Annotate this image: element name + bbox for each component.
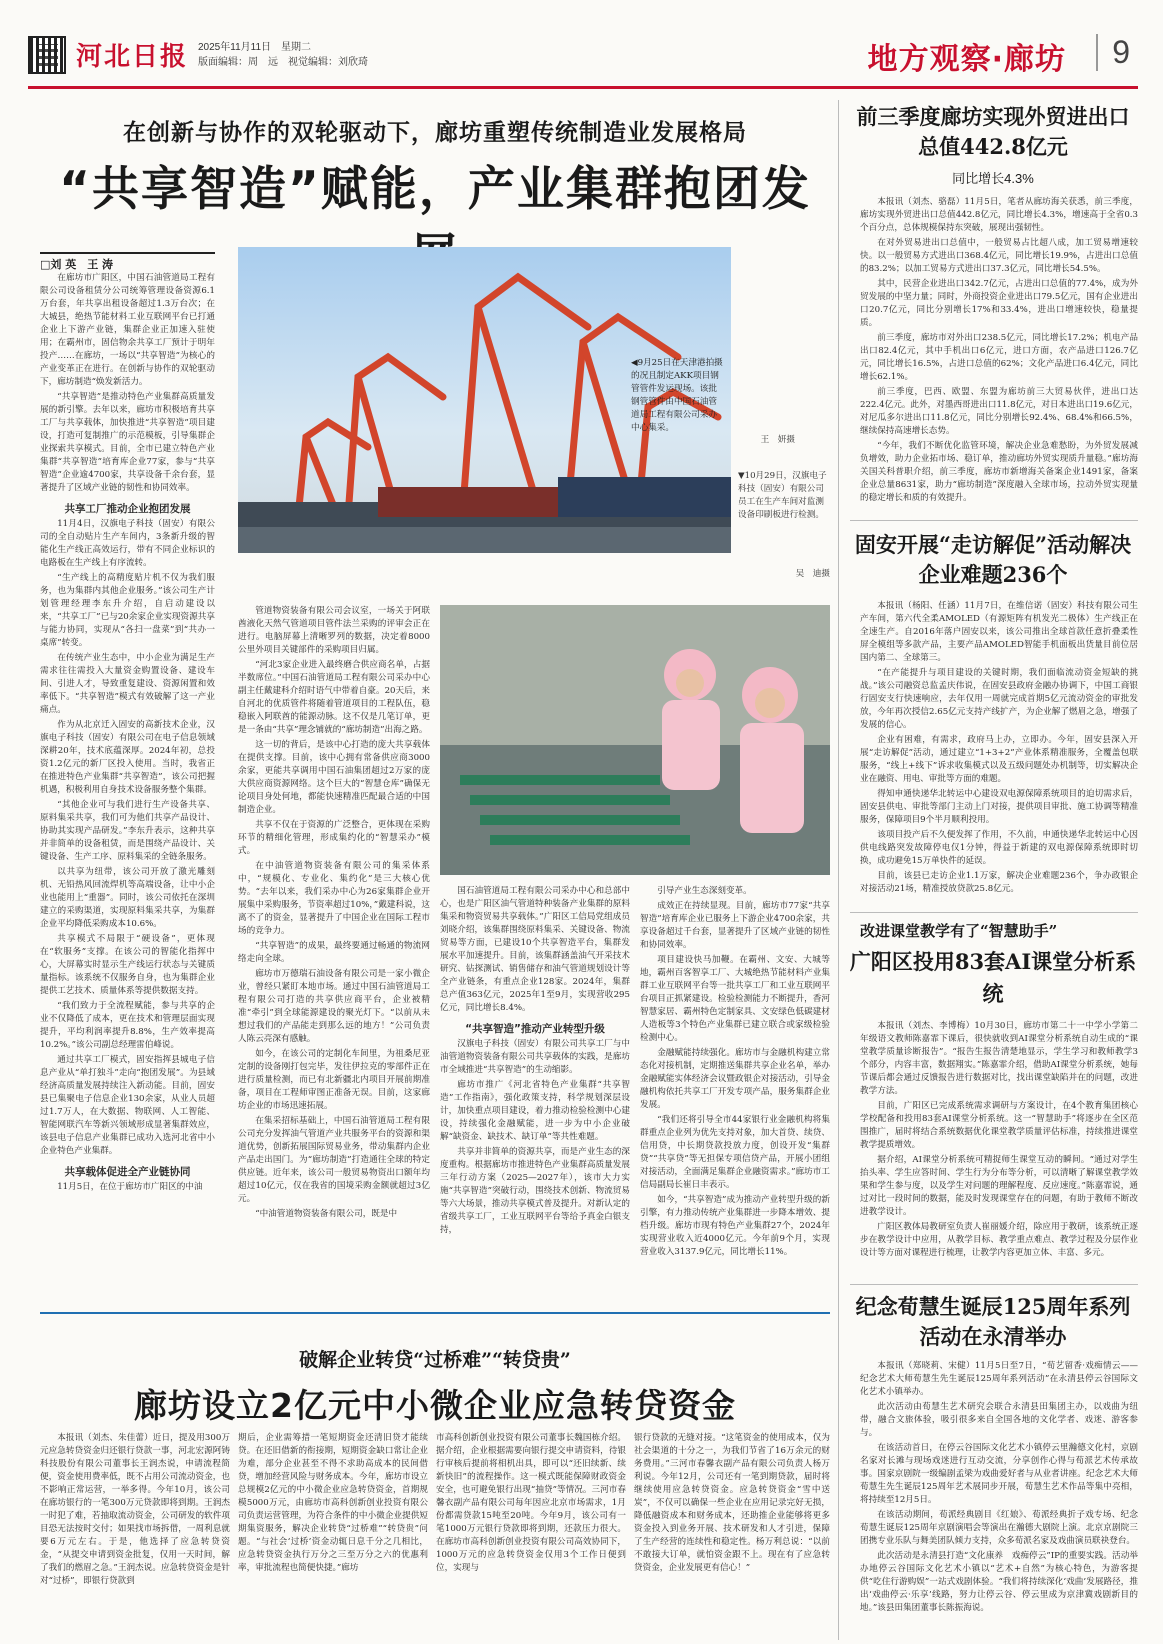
side-story-3-kicker: 改进课堂教学有了“智慧助手” [860, 922, 1058, 940]
paragraph: 前三季度，廊坊市对外出口238.5亿元，同比增长17.2%；机电产品出口82.4亿元，其中手机出口6亿元，进口方面，农产品进口126.7亿元，同比增长16.5%，占进口总值的62%；文化产品进口6.4亿元，同比增长62.1%。 [860, 333, 1138, 382]
paragraph: 此次活动由荀慧生艺术研究会联合永清县田集团主办，以戏曲为纽带，融合文旅体验，吸引很多来自全国各地的文化学者、戏迷、游客参与。 [860, 1402, 1138, 1438]
port-cranes-photo [238, 247, 731, 553]
paragraph: 廊坊市万德瑞石油设备有限公司是一家小微企业，曾经只紧盯本地市场。通过中国石油管道局工程有限公司打造的共享供应商平台，企业被精准“牵引”到全球能源建设的聚光灯下。“以前从未想过我们的产品能走到那么远的地方！”公司负责人陈云亮深有感触。 [238, 969, 430, 1044]
qr-code-icon[interactable] [28, 36, 66, 74]
paragraph: 成效正在持续显现。目前，廊坊市77家“共享智造”培育库企业已服务上下游企业4700余家，共享设备超过千台套，显著提升了区域产业链的韧性和协同效率。 [640, 901, 830, 950]
side-divider [850, 912, 1138, 913]
paragraph: 管道物资装备有限公司会议室，一场关于阿联酋液化天然气管道项目管件法兰采购的评审会正在进行。电脑屏幕上清晰罗列的数据，决定着8000公里外项目关键部件的采购项目归属。 [238, 606, 430, 655]
paragraph: 该项目投产后不久便发挥了作用，不久前，申通快递华北转运中心因供电线路突发故障停电仅1分钟，得益于新建的双电源保障系统即时切换，成功避免15万单快件的延误。 [860, 830, 1138, 866]
paragraph: 在廊坊市广阳区，中国石油管道局工程有限公司设备租赁分公司统筹管理设备资源6.1万台套，年共享出租设备超过1.3万台次；在大城县，绝热节能材料工业互联网平台已打通企业上下游产业链，集群企业正加速入驻使用；在霸州市，固信物余共享工厂预计于明年投产……在廊坊，一场以“共享智造”为核心的产业变革正在进行。在创新与协作的双轮驱动下，廊坊制造“焕发新活力。 [40, 273, 215, 387]
side-divider [850, 520, 1138, 521]
paragraph: 项目建设快马加鞭。在霸州、文安、大城等地，霸州百客智享工厂、大城绝热节能材料产业集群工业互联网平台等一批共享工厂和工业互联网平台项目正抓紧建设。检验检测能力不断提升，香河智慧家居、霸州特色定制家具、文安绿色低碳建材人造板等3个特色产业集群已建立联合或家级检验检测中心。 [640, 955, 830, 1043]
paragraph: 本报讯（刘杰、李博梅）10月30日，廊坊市第二十一中学小学第二年级语文教师陈嘉霏下课后，很快就收到AI课堂分析系统自动生成的“课堂教学质量诊断报告”。“报告生报告清楚地显示，学生学习和教师教学3个部分，内容丰富，数据翔实。”陈嘉霏介绍，借助AI课堂分析系统，她每节课后都会通过反馈报告进行数据对比，找出课堂缺陷并在的问题，改进教学方法。 [860, 1021, 1138, 1096]
paragraph: “我们致力于全流程赋能，参与共享的企业不仅降低了成本，更在技术和管理层面实现提升，平均利润率提升8.8%，生产效率提高10.2%。”该公司副总经理雷伯峰说。 [40, 1001, 215, 1050]
paragraph: “河北3家企业进入最终磨合供应商名单，占据半数席位。”中国石油管道局工程有限公司采办中心副主任戴建科介绍时语气中带着自豪。20天后，来自河北的优质管件将随着管道项目的工程队伍，稳稳嵌入阿联酋的能源动脉。这不仅是几笔订单，更是一条由“共享”理念铺就的“廊坊制造”出海之路。 [238, 660, 430, 735]
masthead-rule [28, 86, 1138, 89]
paragraph: 以共享为纽带，该公司开放了激光雕刻机、无铅热风回流焊机等高端设备，让中小企业也能用上“重器”。同时，该公司依托在深圳建立的采购渠道，实现原料集采共享，为集群企业平均降低采购成本10.6%。 [40, 867, 215, 929]
paragraph: 目前，广阳区已完成系统需求调研与方案设计，在4个教育集团核心学校配备和投用83套AI课堂分析系统。这一“智慧助手”将逐步在全区范围推广，届时将结合系统数据优化课堂教学质量评估标准，持续推进课堂教学提质增效。 [860, 1101, 1138, 1150]
paragraph: 在中油管道物资装备有限公司的集采体系中，“规模化、专业化、集约化”是三大核心优势。“去年以来，我们采办中心为26家集群企业开展集中采购服务，节资率超过10%，”戴建科说，这离不了的资金，显著提升了中国企业在国际工程市场的竞争力。 [238, 861, 430, 936]
paragraph: 其中，民营企业进出口342.7亿元，占进出口总值的77.4%，成为外贸发展的中坚力量；同时，外商投资企业进出口79.5亿元，国有企业进出口20.7亿元，同比分别增长17%和33.4%，进出口增速较快，稳量提质。 [860, 279, 1138, 328]
editor-credits: 版面编辑：周 远 视觉编辑：刘欣琦 [198, 57, 368, 68]
side-story-4-body [860, 1360, 1138, 1638]
lead-headline: “共享智造”赋能，产业集群抱团发 [59, 162, 811, 217]
paragraph: 此次活动是永清县打造“文化康养 戏痴停云”IP的重要实践。活动举办地停云谷国际文化艺术小镇以“艺术+自然”为核心特色，为游客提供“吃住行游购娱”一站式戏剧体验。“我们将持续深化‘戏曲’发展路径，推出‘戏曲停云·乐享’线路，努力让停云谷、停云里成为京津冀戏剧新目的地。”该县田集团董事长陈振海说。 [860, 1551, 1138, 1613]
paragraph: “在产能提升与项目建设的关键时期，我们面临流动资金短缺的挑战。”该公司融资总监孟庆伟说，在固安县政府金融办协调下，中国工商银行固安支行快速响应，去年仅用一周就完成首期5亿元流动资金的审批发放，今年再次授信2.65亿元支持产线扩产，为企业解了燃眉之急，增强了发展的信心。 [860, 668, 1138, 730]
photo1-caption [631, 357, 723, 435]
section-title: 地方观察·廊坊 [867, 42, 1066, 77]
side-story-2-headline: 固安开展“走访解促”活动解决企业难题236个 [854, 532, 1132, 587]
paragraph: 这一切的背后，是该中心打造的庞大共享载体在提供支撑。目前，该中心拥有常备供应商3000余家，更能共享调用中国石油集团超过2万家的庞大供应商资源网络。这个巨大的“智慧仓库”确保无论项目身处何地，都能快速精准匹配最合适的中国制造企业。 [238, 740, 430, 815]
paragraph: 如今，“共享智造”成为推动产业转型升级的新引擎，有力推动传统产业集群进一步降本增效、提档升级。廊坊市现有特色产业集群27个，2024年实现营业收入近4000亿元。今年前9个月，实现营业收入3137.9亿元，同比增长11%。 [640, 1195, 830, 1257]
paragraph: 国石油管道局工程有限公司采办中心和总部中心，也是广阳区油气管道特种装备产业集群的原料集采和物资贸易共享载体。”广阳区工信局党组成员刘晓介绍，该集群围绕原料集采、关键设备、物流贸易等方面，已建设10个共享智造平台，集群发展水平加速提升。目前，该集群涵盖油气开采技术研究、钻探测试、销售储存和油气管道规划设计等全产业链条，有重点企业128家。2024年，集群总产值363亿元，2025年1至9月，实现营收295亿元，同比增长8.4%。 [440, 886, 630, 1013]
paragraph: 在集采招标基础上，中国石油管道局工程有限公司充分发挥油气管道产业共服务平台的资源和渠道优势，创新拓展国际贸易业务，带动集群内企业产品走出国门。为“廊坊制造”打造通往全球的特定供应链。近年来，该公司一般贸易物资出口额年均超过10亿元，仅在我省的国境采购金额就超过3亿元。 [238, 1116, 430, 1204]
paragraph: 本报讯（杨阳、任涵）11月7日，在维信诺（固安）科技有限公司生产车间，第六代全柔AMOLED（有源矩阵有机发光二极体）生产线正在全速生产。自2016年落户固安以来，该公司推出全球首款任意折叠柔性屏全模组等多款产品，主要产品AMOLED智能手机面板出货量目前位居国内第二、全球第三。 [860, 601, 1138, 663]
lead-byline: □刘 英 王 涛 [40, 252, 215, 272]
paragraph: “生产线上的高精度贴片机不仅为我们服务，也为集群内其他企业服务。”该公司生产计划管理经理李东升介绍，自启动建设以来，“共享工厂”已与20余家企业实现资源共享与能力协同，实现从“各扫一盘菜”到“共办一桌席”转变。 [40, 573, 215, 648]
paragraph: 目前，该县已走访企业1.1万家，解决企业难题236个，争办政银企对接活动21场，精准授放贷款25.8亿元。 [860, 871, 1138, 894]
subhead-shared-factory: 共享工厂推动企业抱团发展 [64, 503, 191, 515]
column-divider [838, 100, 839, 1640]
paragraph: 通过共享工厂模式，固安指挥县城电子信息产业从“单打独斗”走向“抱团发展”。为县域经济高质量发展持续注入新动能。目前，固安县已集聚电子信息企业130余家，从业人员超过1.7万人，在大数据、物联网、人工智能、智能网联汽车等新兴领域形成显著集群效应，该县电子信息产业集群已成功入选河北省中小企业特色产业集群。 [40, 1055, 215, 1156]
side-divider [850, 1284, 1138, 1285]
paragraph: 汉旗电子科技（固安）有限公司共享工厂与中油管道物资装备有限公司共享载体的实践，是廊坊市全域推进“共享智造”的生动缩影。 [440, 1039, 630, 1075]
paragraph: 前三季度，巴西、欧盟、东盟为廊坊前三大贸易伙伴，进出口达222.4亿元。此外，对墨西哥进出口11.8亿元，对日本进出口19.6亿元，对尼瓜多尔进出口11.8亿元，同比分别增长92.4%、68.4%和66.5%，继续保持高速增长态势。 [860, 387, 1138, 436]
paragraph: 在该活动首日，在停云谷国际文化艺术小镇停云里瀚德文化村，京剧名家对长滩与现场戏迷进行互动交流，分享创作心得与荀派艺术传承故事。国家京剧院一级编剧孟梁为戏曲爱好者与从业者讲座。纪念艺术大师荀慧生先生诞辰125周年艺术展同步开展，荀慧生艺术作品等集中亮相，将持续至12月5日。 [860, 1443, 1138, 1505]
bottom-story-rule [40, 1312, 830, 1314]
paragraph: 廊坊市推广《河北省特色产业集群“共享智造”工作指南》，强化政策支持，科学规划深层设计，加快重点项目建设，着力推动检验检测中心建设，持续强化金融赋能，进一步为中小企业破解“缺资金、缺技术、缺订单”等共性难题。 [440, 1080, 630, 1142]
paragraph: “今年，我们不断优化监管环境，解决企业急难愁盼，为外贸发展减负增效，助力企业拓市场、稳订单，推动廊坊外贸实现质升量稳。”廊坊海关国关科普职介绍，前三季度，廊坊市新增海关备案企业1491家，备案企业总量8631家，助力“廊坊制造”深度融入全球市场，拉动外贸实现量的稳定增长和质的有效提升。 [860, 441, 1138, 503]
bottom-column-4: 银行贷款的无缝对接。“这笔资金的使用成本，仅为社会渠道的十分之一，为我们节省了16万余元的财务费用。”三河市春馨衣副产品有限公司负责人杨万利说。今年12月，公司还有一笔到期贷款，届时将继续使用应急转贷资金。应急转贷资金“雪中送炭”，不仅可以确保一些企业在应用记录完好无损，降低融资成本和财务成本，还助推企业能够将更多资金投入到业务开展、技术研发和人才引进，保障了生产经营的连续性和稳定性。杨万利总说：“以前不敢接大订单，就怕资金跟不上。现在有了应急转贷资金，企业发展更有信心！” [634, 1433, 830, 1573]
page-number: 9 [1096, 34, 1130, 71]
paragraph: “中油管道物资装备有限公司，既是中 [255, 1209, 398, 1219]
paragraph: 在传统产业生态中，中小企业为满足生产需求往往需投入大量资金购置设备、建设车间、引进人才，导致重复建设、资源闲置和效率低下。“共享智造”模式有效破解了这一产业痛点。 [40, 653, 215, 715]
factory-inspection-photo [440, 605, 830, 875]
photo1-credit: 王 妍摄 [760, 435, 795, 445]
side-story-1-subtitle: 同比增长4.3% [952, 171, 1034, 186]
side-story-3-headline: 广阳区投用83套AI课堂分析系统 [849, 949, 1137, 1006]
paragraph: 得知申通快递华北转运中心建设双电源保障系统项目的迫切需求后，固安县供电、审批等部门主动上门对接，提供项目审批、施工协调等精准服务，保障项目9个半月顺利投用。 [860, 789, 1138, 825]
side-story-2-body [860, 600, 1138, 905]
side-story-1-headline: 前三季度廊坊实现外贸进出口总值442.8亿元 [856, 104, 1130, 159]
lead-column-2 [238, 605, 430, 1297]
caption-text: ◀9月25日在天津港拍摄的况且制定AKK项目钢管管件发运现场。该批钢管管件由中国石油管道局工程有限公司采办中心集采。 [631, 358, 723, 433]
paragraph: 企业有困难，有需求，政府马上办，立即办。今年，固安县深入开展“走访解促”活动，通过建立“1+3+2”产业体系精准服务，全覆盖包联服务，“线上+线下”诉求收集模式以及五级问题处办机制等，切实解决企业在融资、用电、审批等方面的难题。 [860, 735, 1138, 784]
paragraph: 金融赋能持续强化。廊坊市与金融机构建立常态化对接机制，定期推送集群共享企业名单，举办金融赋能实体经济会议暨政银企对接活动，引导金融机构依托共享工厂开发专项产品，服务集群企业发展。 [640, 1048, 830, 1110]
lead-column-4 [640, 885, 830, 1297]
masthead [28, 30, 1138, 85]
paragraph: 11月4日，汉旗电子科技（固安）有限公司的全自动贴片生产车间内，3条新升级的智能化生产线正高效运行，带有不同企业标识的电路板在生产线上有序流转。 [40, 519, 215, 568]
workers-illustration [440, 605, 830, 875]
side-story-4-headline: 纪念荀慧生诞辰125周年系列活动在永清举办 [855, 1294, 1131, 1349]
bottom-story-headline: 廊坊设立2亿元中小微企业应急转贷资金 [134, 1386, 736, 1425]
bottom-column-3: 市高科创新创业投资有限公司董事长魏国栋介绍。据介绍，企业根据需要向银行提交申请资料，待银行审核后提前将相机出具，即可以“还旧续新、续新快旧”的流程操作。这一模式既能保障财政资金安全，也可避免银行出现“抽贷”等情况。三河市春馨衣副产品有限公司每年因应北京市场需求，1月份都需贷款15吨至20吨。今年9月，该公司有一笔1000万元银行贷款即将到期，还款压力很大。在廊坊市高科创新创业投资有限公司高效协同下，1000万元的应急转贷资金仅用3个工作日便到位，实现与 [436, 1433, 626, 1573]
photo2-caption: ▼10月29日，汉旗电子科技（固安）有限公司员工在生产车间对监测设备印刷板进行检测。 [738, 471, 827, 520]
lead-column-3 [440, 885, 630, 1297]
newspaper-logo: 河北日报 [76, 42, 189, 72]
paragraph: “我们还将引导全市44家银行业金融机构将集群重点企业列为优先支持对象，加大首贷、续贷、信用贷，中长期贷款投放力度，创设开发“集群贷”“共享贷”等无担保专项信贷产品，开展小团组对接活动，全面满足集群企业融资需求。”廊坊市工信局副局长崔日丰表示。 [640, 1115, 830, 1190]
paragraph: 在该活动期间，荀派经典剧目《红娘》、荀派经典折子戏专场、纪念荀慧生诞辰125周年京剧演唱会等演出在瀚德大剧院上演。北京京剧院三团携专业乐队与舞美团队倾力支持，众多荀派名家及戏曲演员联袂登台。 [860, 1510, 1138, 1546]
bottom-column-1: 本报讯（刘杰、朱佳蕾）近日，提及用300万元应急转贷资金归还银行贷款一事，河北宏源阿铸科技股份有限公司董事长王润杰说，申请流程简便，资金使用费率低，既不占用公司流动资金，也不影响正常运营，一举多得。今年10月，该公司在廊坊银行的一笔300万元贷款即将到期。王润杰一时犯了难，若抽取流动资金，公司研发的软件项目恐无法按时交付；如果找市场拆借，一周利息就要6万元左右。于是，他选择了应急转贷资金，“从提交申请到资金批复，仅用一天时间，解了我们的燃眉之急。”王润杰说。应急转贷资金是针对“过桥”，即银行贷款到 [40, 1433, 230, 1586]
side-story-3-body [860, 1020, 1138, 1280]
paragraph: 作为从北京迁入固安的高新技术企业，汉旗电子科技（固安）有限公司在电子信息领域深耕20年，技术底蕴深厚。2024年初，总投资1.2亿元的新厂区投入使用。当时，我省正在推进特色产业集群“共享智造”，该公司把握机遇，积极利用自身技术设备服务整个集群。 [40, 720, 215, 795]
paragraph: 共享不仅在于资源的广泛整合，更体现在采购环节的精细化管理，形成集约化的“智慧采办”模式。 [238, 820, 430, 856]
lead-kicker: 在创新与协作的双轮驱动下，廊坊重塑传统制造业发展格局 [123, 119, 747, 146]
lead-column-1 [40, 272, 215, 1272]
subhead-shared-carrier: 共享载体促进全产业链协同 [64, 1166, 191, 1178]
masthead-meta [198, 40, 368, 70]
paragraph: “其他企业可与我们进行生产设备共享、原料集采共享，我们可为他们共享产品设计、协助其实现产品研发。”李东升表示，这种共享并非简单的设备租赁，而是围绕产品设计、关键设备、生产工序、原料集采的全链条服务。 [40, 800, 215, 862]
paragraph: 本报讯（刘杰、骆磊）11月5日，笔者从廊坊海关获悉，前三季度，廊坊实现外贸进出口总值442.8亿元，同比增长4.3%，增速高于全省0.3个百分点，总体规模保持东突破，展现出强韧性。 [860, 197, 1138, 233]
photo2-credit: 吴 迪摄 [795, 569, 830, 579]
bottom-story-kicker: 破解企业转贷“过桥难”“转贷贵” [299, 1349, 571, 1371]
side-story-1-body [860, 196, 1138, 511]
paragraph: “共享智造”的成果，最终要通过畅通的物流网络走向全球。 [238, 941, 430, 964]
issue-date: 2025年11月11日 星期二 [198, 42, 312, 53]
paragraph: 11月5日，在位于廊坊市广阳区的中油 [57, 1182, 203, 1192]
paragraph: 据介绍，AI课堂分析系统可精捉师生课堂互动的瞬间。“通过对学生抬头率、学生应答时间、学生行为分布等分析，可以清晰了解课堂教学效果和学生参与度，以及学生对问题的理解程度、反应速度。”陈嘉霏说，通过对比一段时间的数据，能及时发现课堂存在的问题，有助于教师不断改进教学设计。 [860, 1155, 1138, 1217]
subhead-industrial-upgrade: “共享智造”推动产业转型升级 [465, 1023, 605, 1035]
paragraph: 本报讯（郑晓莉、宋健）11月5日至7日，“荀艺留香·戏痴情云——纪念艺术大师荀慧生先生诞辰125周年系列活动”在永清县停云谷国际文化艺术小镇举办。 [860, 1361, 1138, 1397]
paragraph: “共享智造”是推动特色产业集群高质量发展的新引擎。去年以来，廊坊市积极培育共享工厂与共享载体，加快推进“共享智造”项目建设，打造可复制推广的示范模板，引导集群企业探索共享模式。目前，全市已建立特色产业集群“共享智造”培育库企业77家，参与“共享智造”企业逾4700家，共享设备千余台套，显著提升了区域产业链的韧性和协同效率。 [40, 392, 215, 493]
bottom-column-2: 期后，企业需筹措一笔短期资金还清旧贷才能续贷。在还旧借新的衔接期，短期资金缺口常让企业为难，部分企业甚至不得不求助高成本的民间借贷，增加经营风险与财务成本。今年，廊坊市设立总规模2亿元的中小微企业应急转贷资金，首期规模5000万元，由廊坊市高科创新创业投资有限公司负责运营管理，为符合条件的中小微企业提供短期集资服务，解决企业转贷“过桥难”“转贷贵”问题。“与社会‘过桥’资金动辄日息千分之几相比，应急转贷资金执行万分之三至万分之六的优惠利率，审批流程也简便快捷。”廊坊 [238, 1433, 428, 1573]
paragraph: 引导产业生态深刻变革。 [657, 886, 752, 896]
paragraph: 如今，在该公司的定制化车间里，为祖桑尼亚定制的设备刚打包完毕，发往伊拉克的零部件正在进行质量检测，而已有北新疆北内项目开展前期准备，项目在工程师审图正准备无误。目前，这家廊坊企业的市场迅速拓展。 [238, 1049, 430, 1111]
paragraph: 共享模式不局限于“硬设备”，更体现在“软服务”支撑。在该公司的智能化指挥中心，大屏幕实时显示生产线运行状态与关键质量指标。该系统不仅服务自身，也为集群企业提供工艺技术、质量体系等提供数据支持。 [40, 934, 215, 996]
paragraph: 在对外贸易进出口总值中，一般贸易占比超八成，加工贸易增速较快。以一般贸易方式进出口368.4亿元，同比增长19.9%，占进出口总值的83.2%；以加工贸易方式进出口37.3亿元，同比增长54.5%。 [860, 238, 1138, 274]
paragraph: 共享并非简单的资源共享，而是产业生态的深度重构。根据廊坊市推进特色产业集群高质量发展三年行动方案（2025—2027年），该市大力实施“共享智造”突破行动，围绕技术创新、物流贸易等六大场景，推动共享模式普及提升。对新认定的省级共享工厂，工业互联网平台等给予真金白银支持， [440, 1147, 630, 1235]
paragraph: 广阳区教体局教研室负责人崔丽媛介绍，除应用于教研，该系统正逐步在教学设计中应用，从教学目标、教学重点难点、教学过程及分层作业设计等方面对课程进行梳理，让教学内容更加立体、丰富、多元。 [860, 1222, 1138, 1258]
